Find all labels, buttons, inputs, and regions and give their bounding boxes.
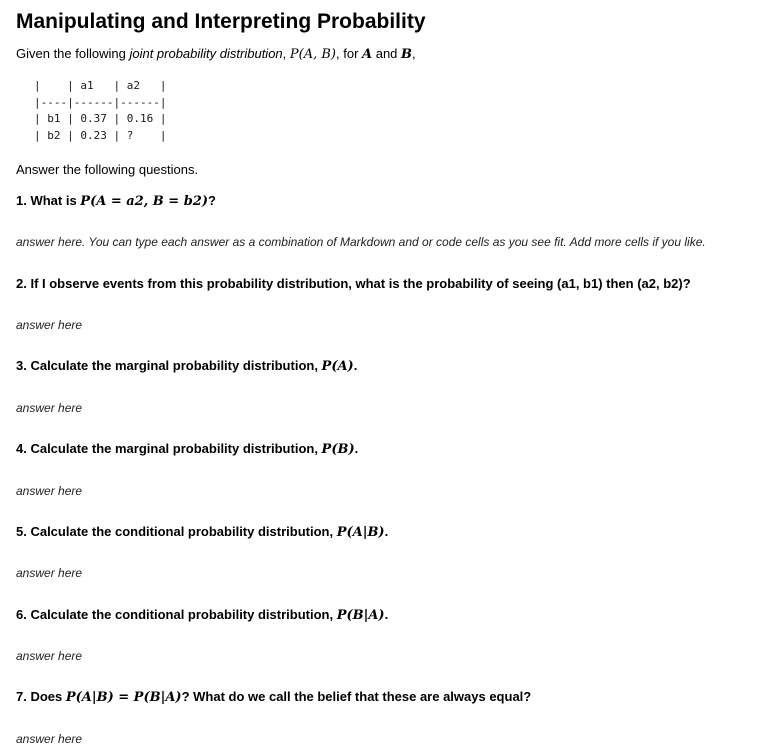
question-prefix: 6. Calculate the conditional probability distribution, xyxy=(16,607,337,622)
question-2 xyxy=(16,276,691,292)
question-prefix: 1. What is xyxy=(16,193,81,208)
question-suffix: ? xyxy=(208,193,216,208)
question-5 xyxy=(16,524,388,540)
answer-3[interactable]: answer here xyxy=(16,401,83,415)
intro-comma: , xyxy=(282,46,290,61)
question-math: P(A|B) xyxy=(336,525,385,540)
intro-math-joint: P(A, B) xyxy=(289,47,336,62)
answer-5[interactable]: answer here xyxy=(16,566,83,580)
page-title: Manipulating and Interpreting Probability xyxy=(16,10,426,33)
question-prefix: 5. Calculate the conditional probability distribution, xyxy=(16,524,337,539)
question-6 xyxy=(16,607,388,623)
question-1 xyxy=(16,193,216,209)
answer-6[interactable]: answer here xyxy=(16,649,83,663)
intro-text xyxy=(16,46,416,62)
intro-end: , xyxy=(412,46,416,61)
intro-var-b: B xyxy=(401,47,413,62)
joint-distribution-table: | | a1 | a2 | |----|------|------| | b1 | 0.37 | 0.16 | | b2 | 0.23 | ? | xyxy=(34,79,167,142)
question-prefix: 2. If I observe events from this probability distribution, what is the probability of seeing (a1, b1) then (a2, b2)? xyxy=(16,276,691,291)
answer-1[interactable]: answer here. You can type each answer as a combination of Markdown and or code cells as you see fit. Add more cells if you like. xyxy=(16,235,706,249)
question-suffix: . xyxy=(384,524,389,539)
question-prefix: 7. Does xyxy=(16,689,66,704)
answer-2[interactable]: answer here xyxy=(16,318,83,332)
intro-prefix: Given the following xyxy=(16,46,130,61)
question-math: P(A) xyxy=(321,359,354,374)
question-math: P(B) xyxy=(321,442,355,457)
instruction-text: Answer the following questions. xyxy=(16,162,199,177)
question-math: P(A = a2, B = b2) xyxy=(80,194,208,209)
intro-and: and xyxy=(372,46,402,61)
intro-emphasis: joint probability distribution xyxy=(129,46,283,61)
answer-4[interactable]: answer here xyxy=(16,484,83,498)
question-3 xyxy=(16,358,357,374)
question-suffix: . xyxy=(353,358,358,373)
question-4 xyxy=(16,441,358,457)
question-math: P(A|B) = P(B|A) xyxy=(65,690,182,705)
question-7 xyxy=(16,689,531,705)
question-math: P(B|A) xyxy=(336,608,385,623)
question-suffix: . xyxy=(354,441,359,456)
question-suffix: ? What do we call the belief that these are always equal? xyxy=(181,689,532,704)
intro-var-a: A xyxy=(362,47,373,62)
question-prefix: 4. Calculate the marginal probability distribution, xyxy=(16,441,322,456)
answer-7[interactable]: answer here xyxy=(16,732,83,746)
intro-middle: , for xyxy=(336,46,363,61)
question-suffix: . xyxy=(384,607,389,622)
question-prefix: 3. Calculate the marginal probability distribution, xyxy=(16,358,322,373)
